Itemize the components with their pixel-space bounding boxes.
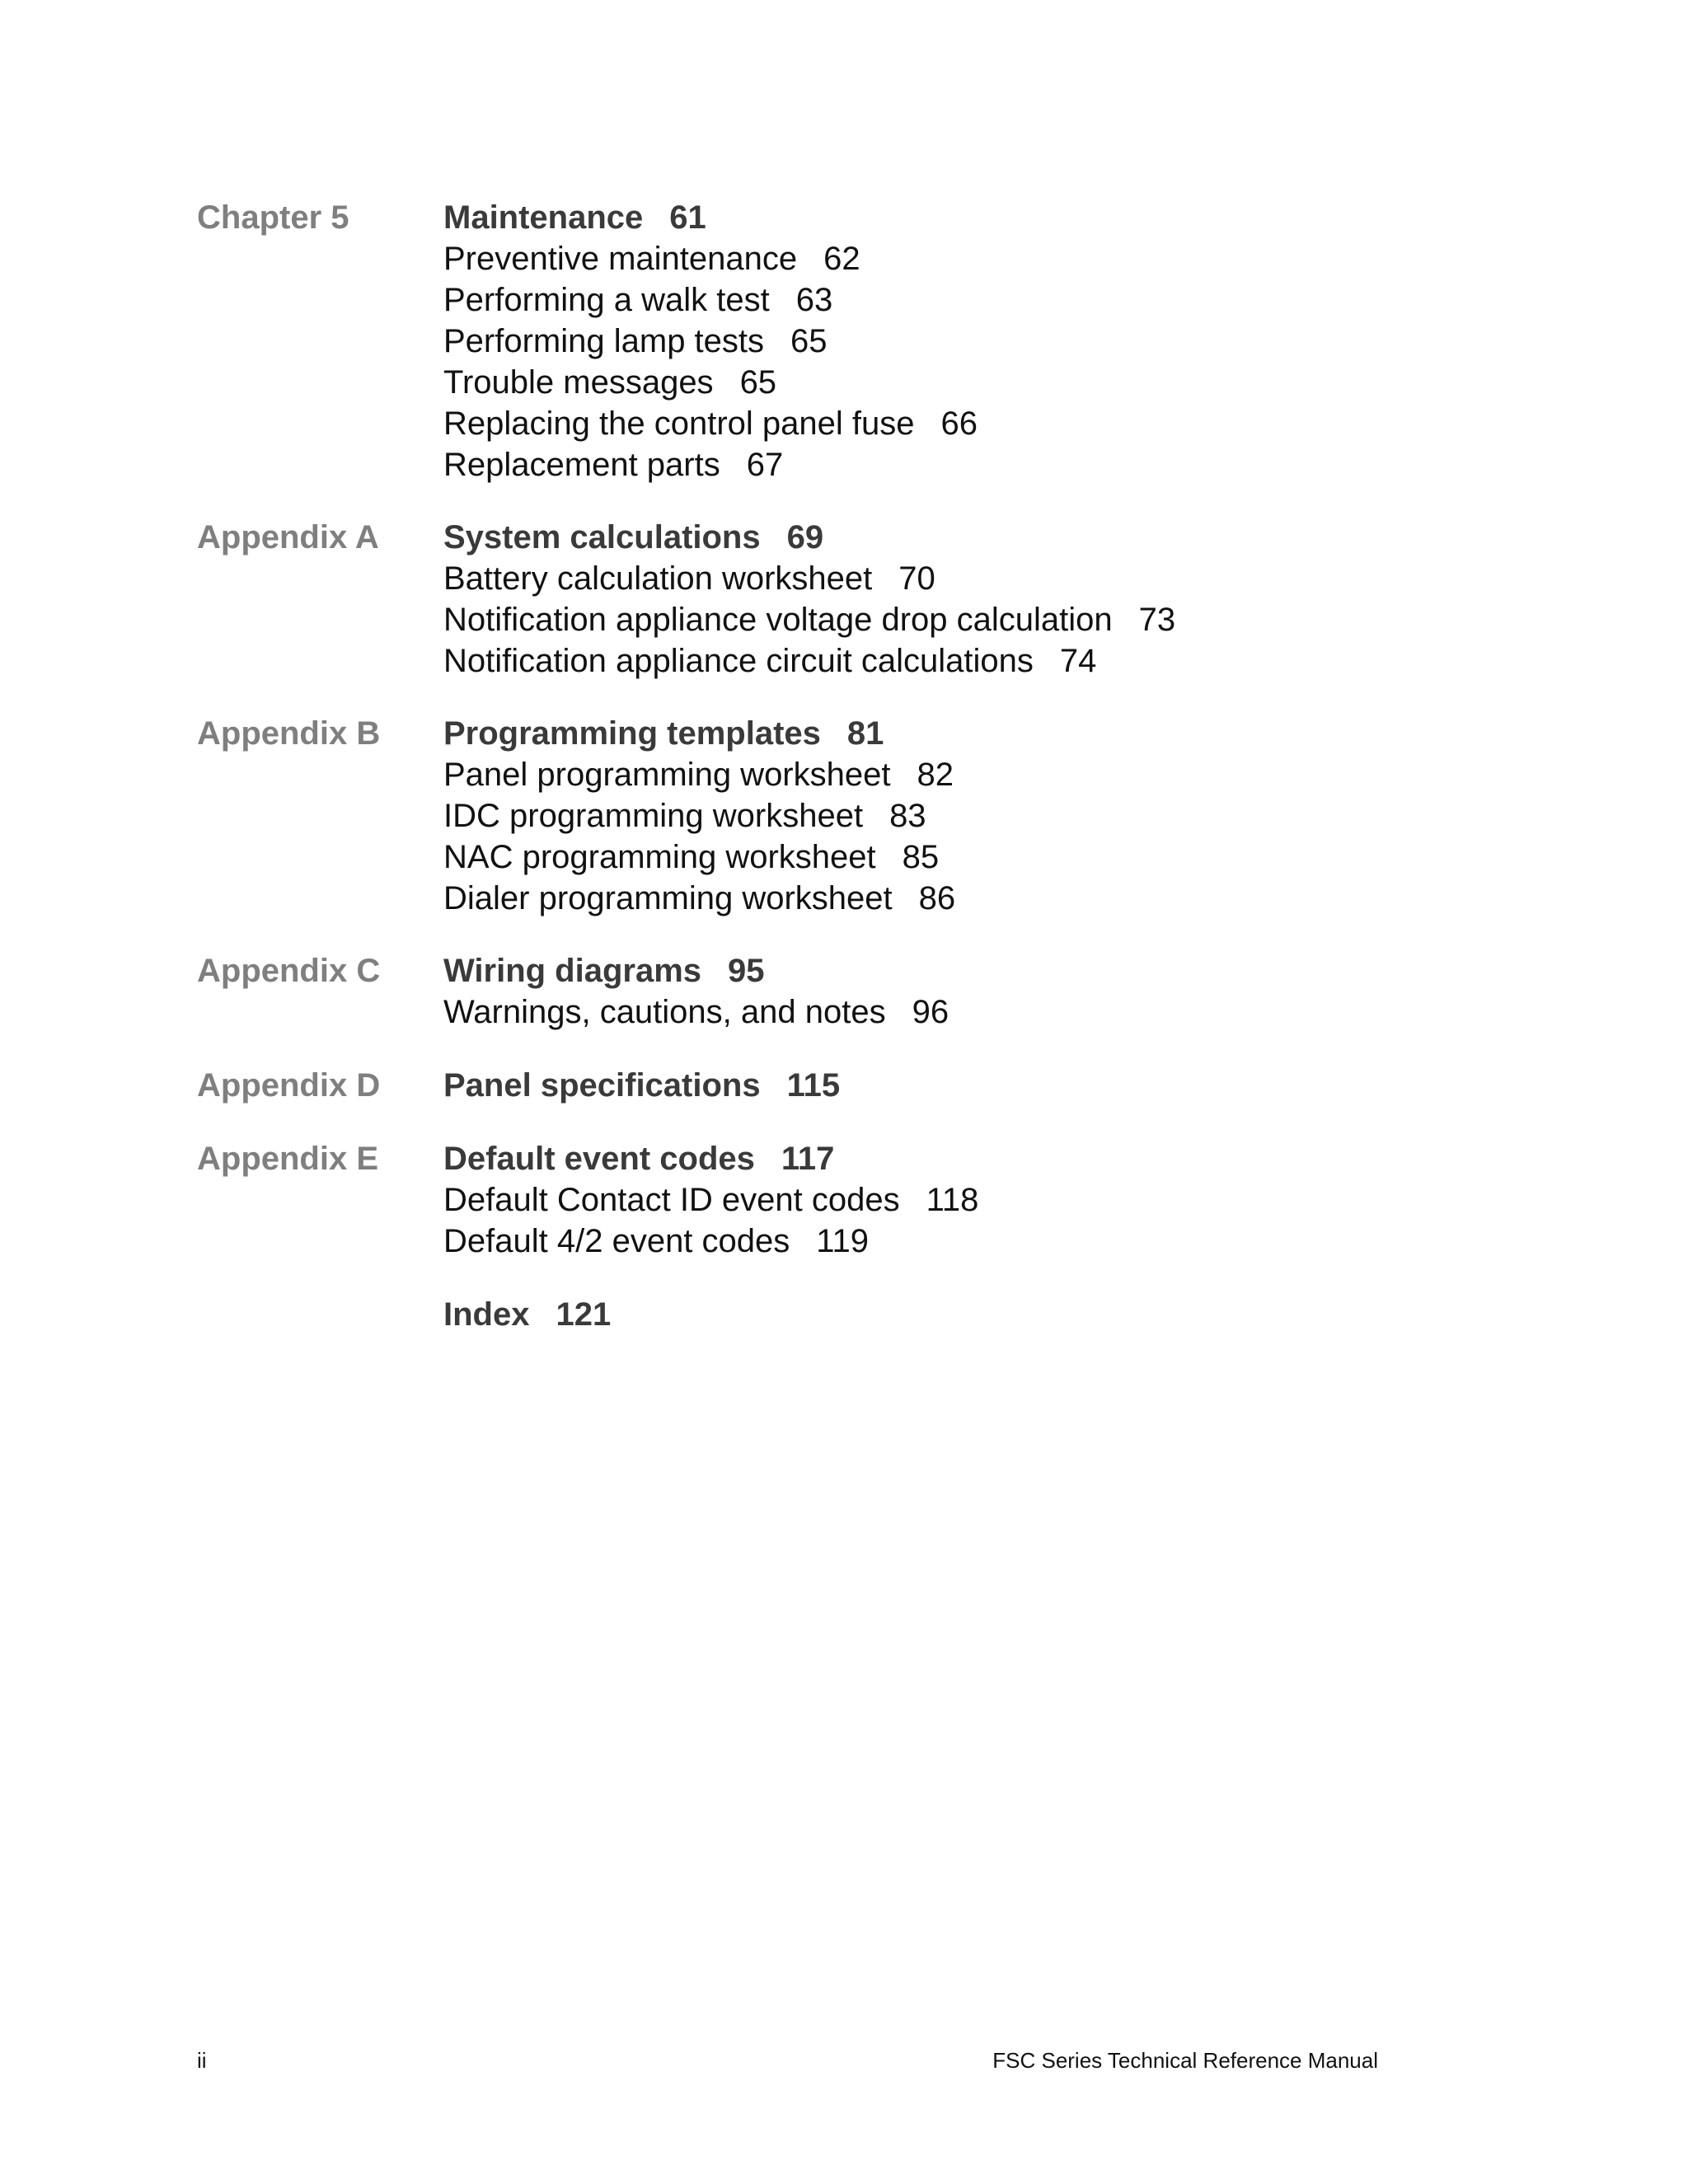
toc-page-number: 96 xyxy=(912,994,950,1030)
toc-page-number: 65 xyxy=(790,323,828,359)
toc-entry-title: Performing lamp tests xyxy=(443,323,765,359)
toc-entry-title: Notification appliance circuit calculations xyxy=(443,643,1034,679)
toc-page-number: 67 xyxy=(746,447,784,483)
toc-page-number: 63 xyxy=(795,282,833,318)
section-entries xyxy=(443,1065,840,1106)
toc-heading-link[interactable] xyxy=(443,1294,611,1335)
section-label: Appendix D xyxy=(197,1067,381,1104)
toc-entry-title: IDC programming worksheet xyxy=(443,798,864,834)
section-label: Appendix B xyxy=(197,715,381,752)
toc-entry-link[interactable] xyxy=(443,837,955,878)
toc-page-number: 118 xyxy=(926,1182,979,1218)
section-entries xyxy=(443,950,949,1033)
toc-page-number: 117 xyxy=(781,1141,835,1177)
toc-entry-link[interactable] xyxy=(443,279,978,321)
section-entries xyxy=(443,197,978,485)
toc-entry-link[interactable] xyxy=(443,403,978,444)
toc-entry-link[interactable] xyxy=(443,444,978,485)
toc-page-number: 81 xyxy=(846,715,884,752)
toc-entry-link[interactable] xyxy=(443,1179,978,1221)
toc-entry-title: Warnings, cautions, and notes xyxy=(443,994,886,1030)
toc-entry-title: Replacing the control panel fuse xyxy=(443,405,915,442)
toc-page-number: 62 xyxy=(823,241,860,277)
toc-page-number: 74 xyxy=(1059,643,1097,679)
toc-page-number: 73 xyxy=(1138,602,1176,638)
toc-heading-title: System calculations xyxy=(443,519,761,555)
footer-page-number: ii xyxy=(197,2048,207,2073)
toc-heading-link[interactable] xyxy=(443,197,978,238)
toc-entry-link[interactable] xyxy=(443,362,978,403)
toc-entry-title: Preventive maintenance xyxy=(443,241,798,277)
section-label: Appendix C xyxy=(197,953,381,989)
section-label: Appendix A xyxy=(197,519,379,555)
toc-entry-title: Default 4/2 event codes xyxy=(443,1223,790,1259)
toc-heading-link[interactable] xyxy=(443,713,955,754)
toc-entry-title: NAC programming worksheet xyxy=(443,839,876,875)
toc-page-number: 82 xyxy=(917,757,954,793)
toc-entry-title: Battery calculation worksheet xyxy=(443,560,873,597)
toc-entry-link[interactable] xyxy=(443,878,955,919)
toc-page-number: 121 xyxy=(556,1296,612,1333)
section-entries xyxy=(443,713,955,919)
section-entries xyxy=(443,1138,978,1262)
toc-page-number: 70 xyxy=(898,560,935,597)
toc-heading-link[interactable] xyxy=(443,1065,840,1106)
toc-heading-title: Programming templates xyxy=(443,715,821,752)
toc-entry-title: Notification appliance voltage drop calculation xyxy=(443,602,1113,638)
toc-entry-link[interactable] xyxy=(443,1221,978,1262)
toc-heading-title: Default event codes xyxy=(443,1141,755,1177)
toc-page-number: 115 xyxy=(786,1067,841,1104)
toc-page-number: 61 xyxy=(669,199,706,236)
toc-page-number: 95 xyxy=(728,953,765,989)
toc-entry-title: Dialer programming worksheet xyxy=(443,880,893,916)
toc-heading-link[interactable] xyxy=(443,950,949,991)
toc-entry-title: Default Contact ID event codes xyxy=(443,1182,900,1218)
toc-entry-link[interactable] xyxy=(443,238,978,279)
toc-page-number: 86 xyxy=(918,880,956,916)
toc-page-number: 119 xyxy=(816,1223,870,1259)
toc-heading-link[interactable] xyxy=(443,517,1175,558)
toc-page-number: 85 xyxy=(902,839,940,875)
section-entries xyxy=(443,517,1175,682)
toc-entry-title: Panel programming worksheet xyxy=(443,757,891,793)
toc-entry-link[interactable] xyxy=(443,558,1175,599)
toc-page-number: 83 xyxy=(889,798,926,834)
toc-entry-title: Replacement parts xyxy=(443,447,720,483)
toc-heading-title: Panel specifications xyxy=(443,1067,761,1104)
toc-entry-link[interactable] xyxy=(443,599,1175,640)
section-entries xyxy=(443,1294,611,1335)
toc-entry-link[interactable] xyxy=(443,754,955,795)
section-label: Appendix E xyxy=(197,1141,379,1177)
toc-page-number: 66 xyxy=(940,405,978,442)
section-label: Chapter 5 xyxy=(197,199,349,236)
toc-entry-link[interactable] xyxy=(443,795,955,837)
toc-entry-title: Trouble messages xyxy=(443,364,714,401)
toc-heading-title: Wiring diagrams xyxy=(443,953,702,989)
toc-entry-link[interactable] xyxy=(443,640,1175,682)
toc-heading-title: Maintenance xyxy=(443,199,644,236)
toc-page-number: 69 xyxy=(786,519,824,555)
toc-heading-title: Index xyxy=(443,1296,530,1333)
toc-entry-title: Performing a walk test xyxy=(443,282,770,318)
footer-manual-title: FSC Series Technical Reference Manual xyxy=(992,2048,1378,2073)
toc-entry-link[interactable] xyxy=(443,991,949,1033)
toc-page-number: 65 xyxy=(739,364,777,401)
toc-entry-link[interactable] xyxy=(443,321,978,362)
toc-heading-link[interactable] xyxy=(443,1138,978,1179)
